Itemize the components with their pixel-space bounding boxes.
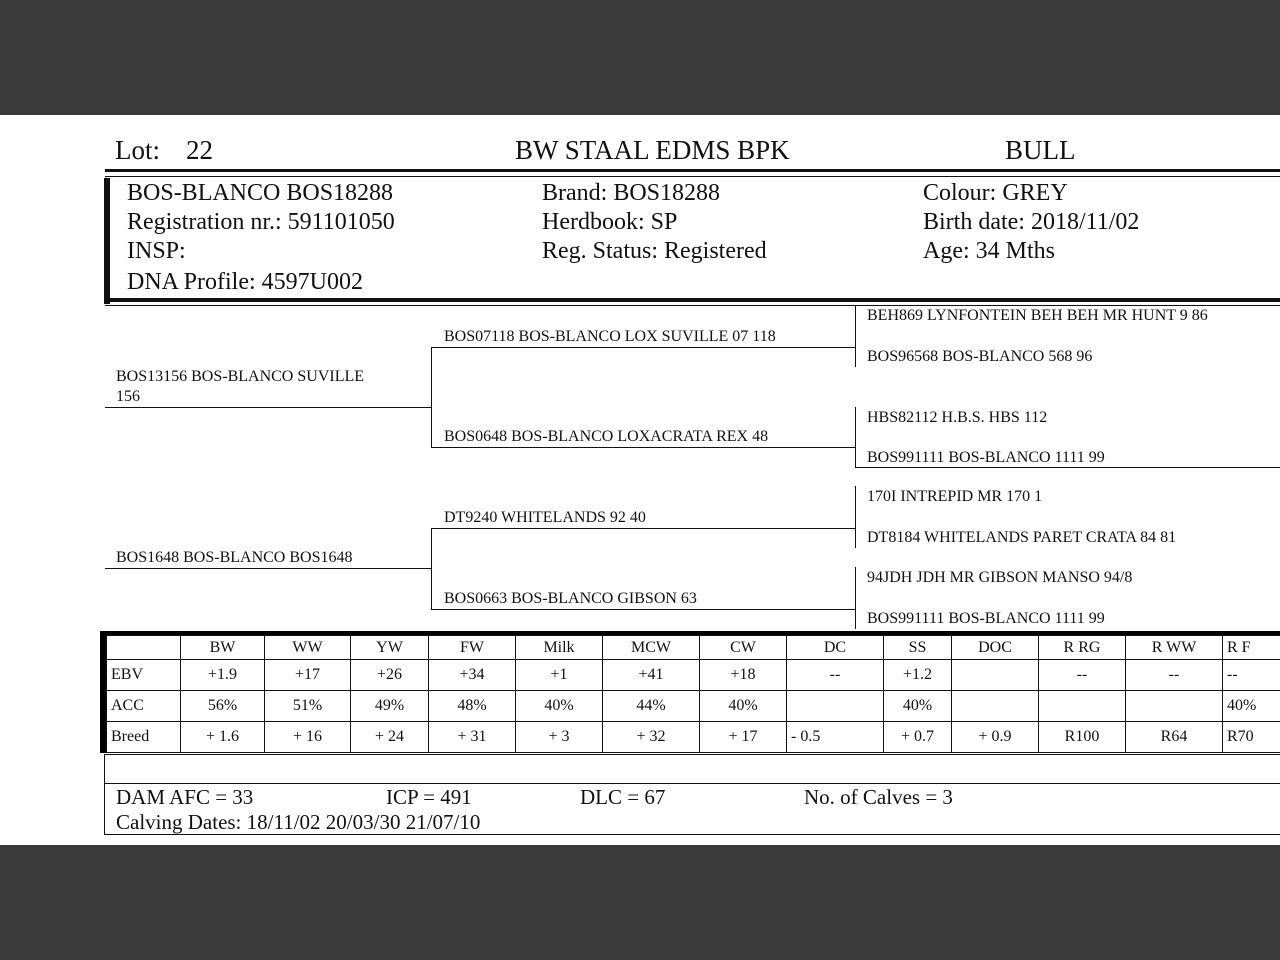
breed-cell: + 17: [700, 722, 787, 753]
ebv-cell: +1.9: [181, 660, 265, 691]
ebv-header-cell: R WW: [1126, 636, 1223, 660]
ebv-header-cell: DC: [787, 636, 884, 660]
details-rule: [105, 298, 1280, 302]
acc-row: [107, 691, 1280, 722]
dam-line: [105, 568, 431, 569]
acc-cell: [952, 691, 1039, 722]
reg-status-field: Reg. Status: Registered: [542, 238, 767, 264]
animal-sex: BULL: [1005, 135, 1076, 165]
insp-field: INSP:: [127, 238, 186, 264]
registration-number: Registration nr.: 591101050: [127, 209, 395, 235]
ebv-cell: +1.2: [884, 660, 952, 691]
sire-sire-line: [431, 347, 855, 348]
acc-cell: 40%: [884, 691, 952, 722]
breed-cell: + 3: [516, 722, 603, 753]
lot-sheet: [0, 115, 1280, 845]
lot-label: Lot:: [115, 135, 160, 165]
ebv-cell: +41: [603, 660, 700, 691]
calving-dates: Calving Dates: 18/11/02 20/03/30 21/07/10: [116, 810, 481, 834]
breed-cell: + 24: [351, 722, 429, 753]
animal-name: BOS-BLANCO BOS18288: [127, 180, 394, 206]
pedigree-sire-sire: BOS07118 BOS-BLANCO LOX SUVILLE 07 118: [444, 328, 776, 345]
ebv-cell: --: [1223, 660, 1280, 691]
ebv-header-row: [107, 636, 1280, 660]
ebv-header-cell: MCW: [603, 636, 700, 660]
ebv-cell: +34: [429, 660, 516, 691]
acc-cell: 40%: [1223, 691, 1280, 722]
breed-row: [107, 722, 1280, 753]
dam-afc: DAM AFC = 33: [116, 785, 254, 809]
acc-row-label: ACC: [107, 691, 181, 722]
pedigree-ggp-5: 170I INTREPID MR 170 1: [867, 488, 1043, 505]
herdbook-field: Herdbook: SP: [542, 209, 678, 235]
header-rule: [105, 169, 1280, 172]
ebv-header-cell: FW: [429, 636, 516, 660]
ebv-header-cell: R RG: [1039, 636, 1126, 660]
ebv-row-label: EBV: [107, 660, 181, 691]
acc-cell: 48%: [429, 691, 516, 722]
acc-cell: 44%: [603, 691, 700, 722]
brand-field: Brand: BOS18288: [542, 180, 721, 206]
pedigree-ggp-6: DT8184 WHITELANDS PARET CRATA 84 81: [867, 529, 1177, 546]
pedigree-dam-sire: DT9240 WHITELANDS 92 40: [444, 509, 646, 526]
acc-cell: [787, 691, 884, 722]
breed-cell: + 32: [603, 722, 700, 753]
ebv-header-cell: BW: [181, 636, 265, 660]
ebv-header-cell: CW: [700, 636, 787, 660]
age-field: Age: 34 Mths: [923, 238, 1055, 264]
pedigree-ggp-1: BEH869 LYNFONTEIN BEH BEH MR HUNT 9 86: [867, 307, 1208, 324]
sire-dam-line: [431, 447, 855, 448]
pedigree-dam-dam: BOS0663 BOS-BLANCO GIBSON 63: [444, 590, 697, 607]
ggp-bracket-3: [855, 486, 856, 548]
sire-line: [105, 407, 431, 408]
ebv-header-cell: [107, 636, 181, 660]
pedigree-ggp-7: 94JDH JDH MR GIBSON MANSO 94/8: [867, 569, 1133, 586]
acc-cell: 56%: [181, 691, 265, 722]
ggp-line-4: [855, 467, 1280, 468]
breeder-name: BW STAAL EDMS BPK: [515, 135, 790, 165]
breed-cell: + 0.9: [952, 722, 1039, 753]
acc-cell: 49%: [351, 691, 429, 722]
breed-cell: R100: [1039, 722, 1126, 753]
sire-bracket: [431, 347, 432, 448]
breed-cell: + 1.6: [181, 722, 265, 753]
pedigree-dam: BOS1648 BOS-BLANCO BOS1648: [116, 549, 353, 566]
ebv-row: [107, 660, 1280, 691]
ebv-cell: --: [787, 660, 884, 691]
dam-calves: No. of Calves = 3: [804, 785, 953, 809]
acc-cell: 51%: [265, 691, 351, 722]
ebv-header-cell: R F: [1223, 636, 1280, 660]
ebv-cell: [952, 660, 1039, 691]
acc-cell: [1039, 691, 1126, 722]
breed-cell: R64: [1126, 722, 1223, 753]
ebv-cell: --: [1039, 660, 1126, 691]
ebv-header-cell: SS: [884, 636, 952, 660]
dam-icp: ICP = 491: [386, 785, 472, 809]
ggp-bracket-1: [855, 306, 856, 367]
details-left-border: [104, 178, 110, 304]
lot-number: 22: [186, 135, 213, 165]
details-rule-thin: [105, 305, 1280, 306]
ebv-cell: +17: [265, 660, 351, 691]
dam-bracket: [431, 528, 432, 610]
colour-field: Colour: GREY: [923, 180, 1068, 206]
dam-sire-line: [431, 528, 855, 529]
pedigree-ggp-3: HBS82112 H.B.S. HBS 112: [867, 409, 1048, 426]
pedigree-ggp-4: BOS991111 BOS-BLANCO 1111 99: [867, 449, 1105, 466]
dam-dam-line: [431, 609, 855, 610]
ebv-header-cell: WW: [265, 636, 351, 660]
spacer-band: [104, 754, 1280, 784]
breed-row-label: Breed: [107, 722, 181, 753]
ggp-bracket-4: [855, 567, 856, 629]
acc-cell: [1126, 691, 1223, 722]
ebv-header-cell: YW: [351, 636, 429, 660]
pedigree-sire: BOS13156 BOS-BLANCO SUVILLE: [116, 368, 365, 385]
pedigree-sire-dam: BOS0648 BOS-BLANCO LOXACRATA REX 48: [444, 428, 769, 445]
breed-cell: R70: [1223, 722, 1280, 753]
dna-profile: DNA Profile: 4597U002: [127, 269, 363, 295]
pedigree-ggp-8: BOS991111 BOS-BLANCO 1111 99: [867, 610, 1105, 627]
ggp-bracket-2: [855, 407, 856, 467]
birth-date-field: Birth date: 2018/11/02: [923, 209, 1140, 235]
dam-dlc: DLC = 67: [580, 785, 666, 809]
pedigree-ggp-2: BOS96568 BOS-BLANCO 568 96: [867, 348, 1093, 365]
ebv-header-cell: DOC: [952, 636, 1039, 660]
ebv-cell: +26: [351, 660, 429, 691]
header-rule-thin: [105, 176, 1280, 177]
ebv-table: [100, 631, 1280, 753]
breed-cell: + 0.7: [884, 722, 952, 753]
breed-cell: - 0.5: [787, 722, 884, 753]
ebv-cell: +18: [700, 660, 787, 691]
ebv-header-cell: Milk: [516, 636, 603, 660]
breed-cell: + 31: [429, 722, 516, 753]
breed-cell: + 16: [265, 722, 351, 753]
acc-cell: 40%: [516, 691, 603, 722]
ebv-cell: --: [1126, 660, 1223, 691]
pedigree-sire-line2: 156: [116, 388, 140, 405]
acc-cell: 40%: [700, 691, 787, 722]
ebv-cell: +1: [516, 660, 603, 691]
